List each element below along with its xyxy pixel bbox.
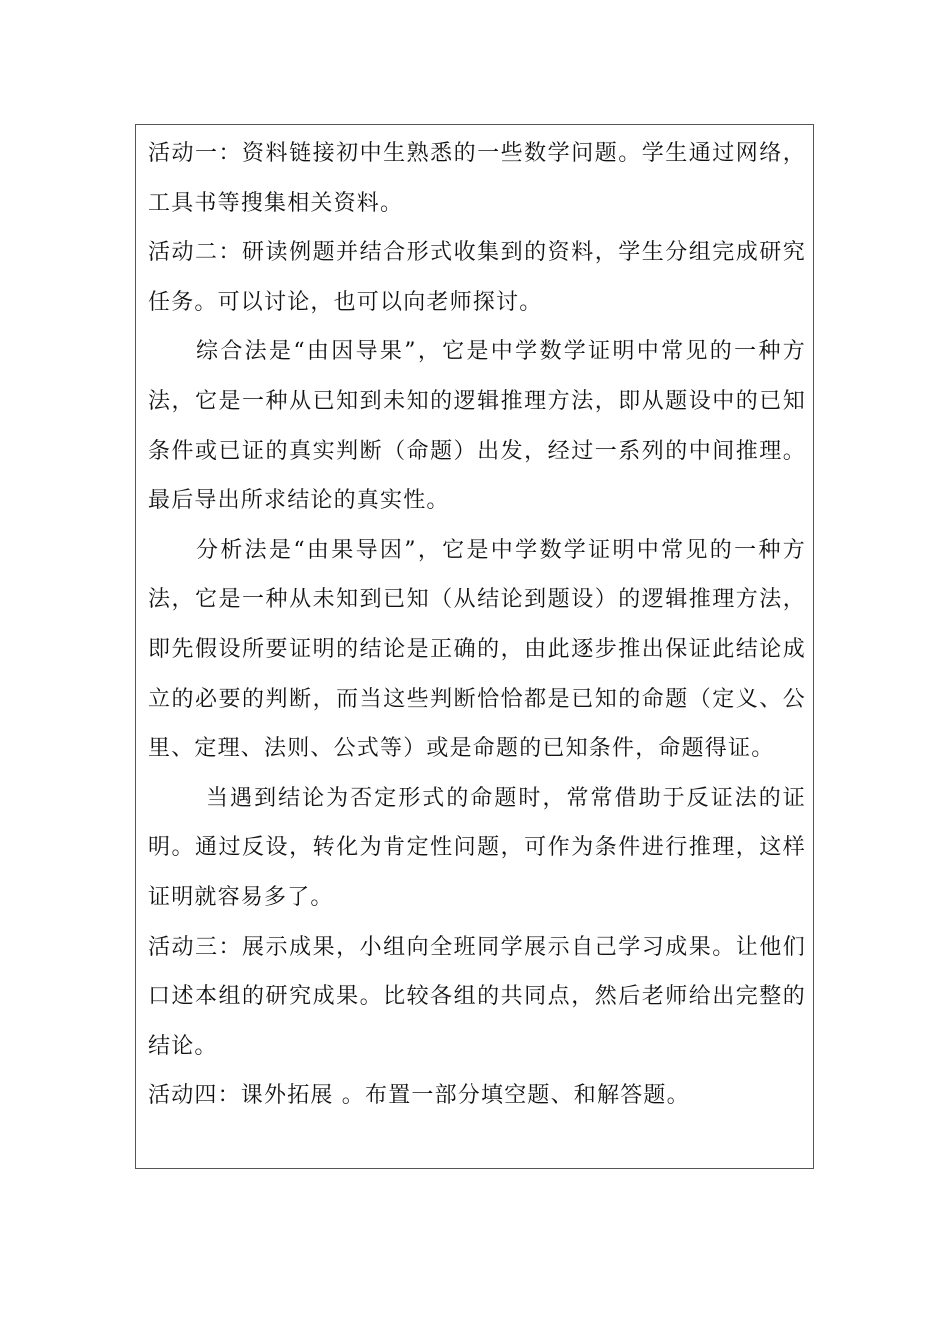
document-table-cell [135, 124, 814, 1169]
paragraph-proof-by-contradiction: 当遇到结论为否定形式的命题时，常常借助于反证法的证明。通过反设，转化为肯定性问题，可作为条件进行推理，这样证明就容易多了。 [148, 785, 806, 910]
document-body [148, 129, 806, 1121]
paragraph-activity-1: 活动一：资料链接初中生熟悉的一些数学问题。学生通过网络，工具书等搜集相关资料。 [148, 141, 806, 216]
paragraph-synthesis-method: 综合法是“由因导果”，它是中学数学证明中常见的一种方法，它是一种从已知到未知的逻辑推理方法，即从题设中的已知条件或已证的真实判断（命题）出发，经过一系列的中间推理。最后导出所求结论的真实性。 [148, 339, 806, 514]
paragraph-activity-2: 活动二：研读例题并结合形式收集到的资料，学生分组完成研究任务。可以讨论，也可以向老师探讨。 [148, 240, 806, 315]
paragraph-activity-3: 活动三：展示成果，小组向全班同学展示自己学习成果。让他们口述本组的研究成果。比较各组的共同点，然后老师给出完整的结论。 [148, 934, 806, 1059]
paragraph-activity-4: 活动四：课外拓展 。布置一部分填空题、和解答题。 [148, 1083, 690, 1109]
paragraph-analysis-method: 分析法是“由果导因”，它是中学数学证明中常见的一种方法，它是一种从未知到已知（从结论到题设）的逻辑推理方法，即先假设所要证明的结论是正确的，由此逐步推出保证此结论成立的必要的判断，而当这些判断恰恰都是已知的命题（定义、公里、定理、法则、公式等）或是命题的已知条件，命题得证。 [148, 537, 806, 762]
